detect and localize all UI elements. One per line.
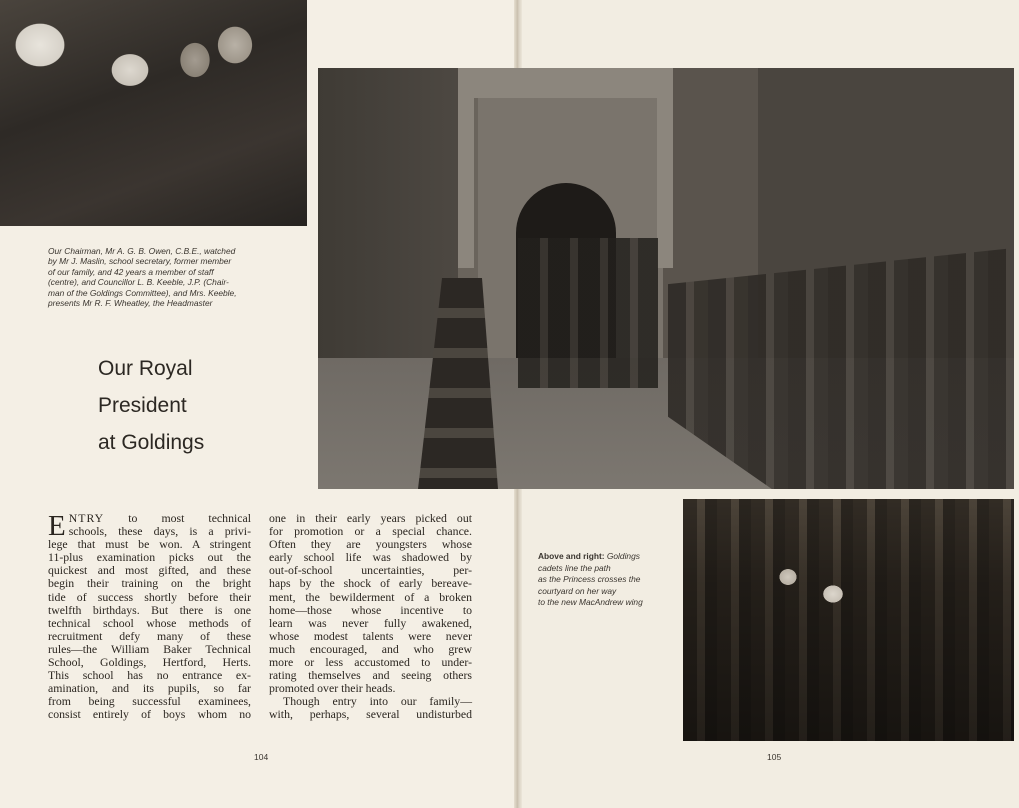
photo-caption-right <box>538 551 673 609</box>
royal-party <box>518 238 658 388</box>
body-line: ment, the bewilderment of a broken <box>269 589 472 604</box>
body-line: to most technical <box>104 511 251 525</box>
body-line: rating themselves and seeing others <box>269 668 472 683</box>
photo-caption-left <box>48 246 288 308</box>
body-line: from being successful examinees, <box>48 694 251 709</box>
title-line: Our Royal <box>98 357 193 380</box>
body-line: early school life was shadowed by <box>269 550 472 565</box>
caption-line: Our Chairman, Mr A. G. B. Owen, C.B.E., watched <box>48 246 236 256</box>
body-line: This school has no entrance ex- <box>48 668 251 683</box>
article-title <box>98 350 298 461</box>
photo-courtyard-cadets <box>318 68 1014 489</box>
body-line: Often they are youngsters whose <box>269 537 472 552</box>
body-line: much encouraged, and who grew <box>269 641 472 656</box>
body-line: Though entry into our family— <box>283 694 472 709</box>
body-line: quickest and most gifted, and these <box>48 563 251 578</box>
body-line: technical school whose methods of <box>48 615 251 630</box>
caption-line: to the new MacAndrew wing <box>538 597 643 608</box>
body-line: more or less accustomed to under- <box>269 655 472 670</box>
body-line: out-of-school uncertainties, per- <box>269 563 472 578</box>
body-line: School, Goldings, Hertford, Herts. <box>48 655 251 670</box>
body-line: twelfth birthdays. But there is one <box>48 602 251 617</box>
body-line: consist entirely of boys whom no <box>48 707 251 722</box>
body-line: for promotion or a special chance. <box>269 524 472 539</box>
photo-presentation <box>0 0 307 226</box>
title-line: President <box>98 394 187 417</box>
cadets-line-left <box>418 278 498 489</box>
body-line: home—those whose incentive to <box>269 602 472 617</box>
body-line: learn was never fully awakened, <box>269 615 472 630</box>
page-number-right: 105 <box>767 752 782 762</box>
body-column-2 <box>269 512 472 722</box>
caption-line: (centre), and Councillor L. B. Keeble, J.P. (Chair- <box>48 277 229 288</box>
caption-line: presents Mr R. F. Wheatley, the Headmaster <box>48 298 213 309</box>
body-column-1 <box>48 512 251 722</box>
body-line: begin their training on the bright <box>48 576 251 591</box>
caption-line: as the Princess crosses the <box>538 574 641 585</box>
body-line: tide of success shortly before their <box>48 589 251 604</box>
caption-line: cadets line the path <box>538 562 611 573</box>
body-line: whose modest talents were never <box>269 628 472 643</box>
body-line: one in their early years picked out <box>269 511 472 525</box>
body-line: haps by the shock of early bereave- <box>269 576 472 591</box>
caption-line: by Mr J. Maslin, school secretary, former member <box>48 256 232 267</box>
first-word: NTRY <box>68 511 105 525</box>
caption-line: Goldings <box>604 551 640 561</box>
caption-line: courtyard on her way <box>538 585 617 596</box>
body-line: lege that must be won. A stringent <box>48 537 251 552</box>
body-line: with, perhaps, several undisturbed <box>269 707 472 722</box>
title-line: at Goldings <box>98 431 205 454</box>
drop-cap: E <box>48 510 66 542</box>
body-line: 11-plus examination picks out the <box>48 550 251 565</box>
body-line: amination, and its pupils, so far <box>48 681 251 696</box>
body-line: rules—the William Baker Technical <box>48 641 251 656</box>
cadets-line-right <box>668 248 1014 489</box>
page-number-left: 104 <box>254 752 269 762</box>
body-line: recruitment defy many of these <box>48 628 251 643</box>
caption-lead: Above and right: <box>538 551 605 561</box>
photo-princess-procession <box>683 499 1014 741</box>
caption-line: man of the Goldings Committee), and Mrs. Keeble, <box>48 287 237 298</box>
body-line: schools, these days, is a privi- <box>68 524 251 539</box>
caption-line: of our family, and 42 years a member of staff <box>48 266 214 277</box>
body-line: promoted over their heads. <box>269 681 396 696</box>
